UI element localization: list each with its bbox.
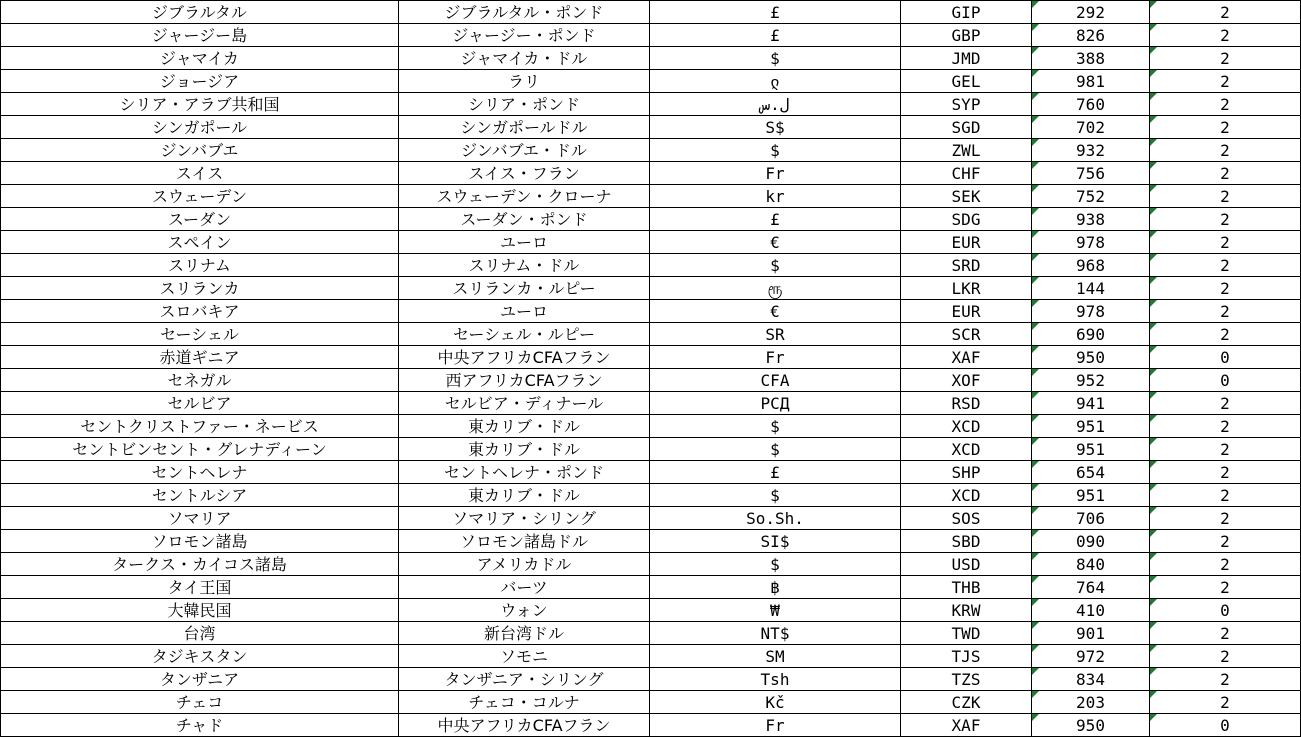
cell-country[interactable]: セントビンセント・グレナディーン xyxy=(1,438,399,461)
cell-currency-name[interactable]: ラリ xyxy=(399,70,650,93)
cell-country[interactable]: チェコ xyxy=(1,691,399,714)
table-row xyxy=(1,484,1301,507)
cell-decimal-places[interactable]: 0 xyxy=(1150,346,1301,369)
cell-decimal-places[interactable]: 2 xyxy=(1150,231,1301,254)
table-row xyxy=(1,231,1301,254)
cell-numeric-code[interactable]: 090 xyxy=(1032,530,1150,553)
table-row xyxy=(1,70,1301,93)
cell-country[interactable]: セントヘレナ xyxy=(1,461,399,484)
cell-decimal-places[interactable]: 2 xyxy=(1150,691,1301,714)
cell-currency-symbol[interactable]: Fr xyxy=(650,714,901,737)
cell-country[interactable]: 赤道ギニア xyxy=(1,346,399,369)
cell-decimal-places[interactable]: 2 xyxy=(1150,93,1301,116)
cell-currency-name[interactable]: 新台湾ドル xyxy=(399,622,650,645)
cell-numeric-code[interactable]: 941 xyxy=(1032,392,1150,415)
cell-currency-name[interactable]: スリランカ・ルピー xyxy=(399,277,650,300)
cell-country[interactable]: ジブラルタル xyxy=(1,1,399,24)
cell-currency-name[interactable]: セルビア・ディナール xyxy=(399,392,650,415)
cell-currency-name[interactable]: バーツ xyxy=(399,576,650,599)
cell-currency-name[interactable]: スウェーデン・クローナ xyxy=(399,185,650,208)
table-row xyxy=(1,599,1301,622)
cell-decimal-places[interactable]: 2 xyxy=(1150,461,1301,484)
cell-country[interactable]: シリア・アラブ共和国 xyxy=(1,93,399,116)
cell-country[interactable]: スロバキア xyxy=(1,300,399,323)
cell-currency-symbol[interactable]: kr xyxy=(650,185,901,208)
cell-decimal-places[interactable]: 2 xyxy=(1150,392,1301,415)
cell-currency-code[interactable]: XOF xyxy=(901,369,1032,392)
cell-country[interactable]: シンガポール xyxy=(1,116,399,139)
cell-numeric-code[interactable]: 826 xyxy=(1032,24,1150,47)
cell-numeric-code[interactable]: 972 xyxy=(1032,645,1150,668)
cell-numeric-code[interactable]: 706 xyxy=(1032,507,1150,530)
table-row xyxy=(1,47,1301,70)
cell-currency-symbol[interactable]: Kč xyxy=(650,691,901,714)
table-row xyxy=(1,622,1301,645)
table-row xyxy=(1,323,1301,346)
cell-currency-name[interactable]: 東カリブ・ドル xyxy=(399,484,650,507)
cell-decimal-places[interactable]: 2 xyxy=(1150,300,1301,323)
cell-currency-code[interactable]: CHF xyxy=(901,162,1032,185)
cell-country[interactable]: タークス・カイコス諸島 xyxy=(1,553,399,576)
cell-numeric-code[interactable]: 203 xyxy=(1032,691,1150,714)
cell-country[interactable]: スーダン xyxy=(1,208,399,231)
cell-currency-symbol[interactable]: $ xyxy=(650,47,901,70)
cell-currency-name[interactable]: ユーロ xyxy=(399,300,650,323)
cell-currency-symbol[interactable]: £ xyxy=(650,24,901,47)
cell-currency-code[interactable]: EUR xyxy=(901,231,1032,254)
cell-currency-code[interactable]: SRD xyxy=(901,254,1032,277)
table-row xyxy=(1,1,1301,24)
cell-currency-name[interactable]: 東カリブ・ドル xyxy=(399,415,650,438)
cell-country[interactable]: ジャージー島 xyxy=(1,24,399,47)
table-row xyxy=(1,208,1301,231)
table-row xyxy=(1,714,1301,737)
cell-currency-code[interactable]: GEL xyxy=(901,70,1032,93)
cell-currency-name[interactable]: ユーロ xyxy=(399,231,650,254)
cell-currency-code[interactable]: SEK xyxy=(901,185,1032,208)
cell-decimal-places[interactable]: 2 xyxy=(1150,277,1301,300)
cell-country[interactable]: ジャマイカ xyxy=(1,47,399,70)
cell-currency-symbol[interactable]: Fr xyxy=(650,346,901,369)
cell-currency-name[interactable]: ソロモン諸島ドル xyxy=(399,530,650,553)
cell-currency-code[interactable]: GBP xyxy=(901,24,1032,47)
table-row xyxy=(1,530,1301,553)
cell-country[interactable]: ソロモン諸島 xyxy=(1,530,399,553)
cell-country[interactable]: ジンバブエ xyxy=(1,139,399,162)
cell-country[interactable]: セントクリストファー・ネービス xyxy=(1,415,399,438)
cell-numeric-code[interactable]: 951 xyxy=(1032,484,1150,507)
cell-currency-symbol[interactable]: Tsh xyxy=(650,668,901,691)
cell-decimal-places[interactable]: 2 xyxy=(1150,553,1301,576)
cell-country[interactable]: チャド xyxy=(1,714,399,737)
cell-currency-name[interactable]: ソマリア・シリング xyxy=(399,507,650,530)
cell-country[interactable]: タジキスタン xyxy=(1,645,399,668)
cell-currency-code[interactable]: SOS xyxy=(901,507,1032,530)
cell-currency-code[interactable]: XCD xyxy=(901,415,1032,438)
cell-decimal-places[interactable]: 0 xyxy=(1150,599,1301,622)
cell-numeric-code[interactable]: 388 xyxy=(1032,47,1150,70)
cell-country[interactable]: ソマリア xyxy=(1,507,399,530)
cell-numeric-code[interactable]: 901 xyxy=(1032,622,1150,645)
cell-currency-symbol[interactable]: NT$ xyxy=(650,622,901,645)
cell-currency-symbol[interactable]: РСД xyxy=(650,392,901,415)
cell-country[interactable]: セルビア xyxy=(1,392,399,415)
table-row xyxy=(1,553,1301,576)
cell-numeric-code[interactable]: 702 xyxy=(1032,116,1150,139)
table-row xyxy=(1,691,1301,714)
cell-numeric-code[interactable]: 764 xyxy=(1032,576,1150,599)
cell-currency-code[interactable]: XCD xyxy=(901,438,1032,461)
cell-currency-symbol[interactable]: SR xyxy=(650,323,901,346)
cell-currency-name[interactable]: ウォン xyxy=(399,599,650,622)
cell-decimal-places[interactable]: 2 xyxy=(1150,162,1301,185)
cell-country[interactable]: タンザニア xyxy=(1,668,399,691)
table-row xyxy=(1,438,1301,461)
cell-decimal-places[interactable]: 2 xyxy=(1150,185,1301,208)
cell-numeric-code[interactable]: 144 xyxy=(1032,277,1150,300)
cell-currency-code[interactable]: XAF xyxy=(901,346,1032,369)
cell-numeric-code[interactable]: 834 xyxy=(1032,668,1150,691)
cell-numeric-code[interactable]: 932 xyxy=(1032,139,1150,162)
sheet-body xyxy=(1,1,1301,737)
cell-currency-name[interactable]: セントヘレナ・ポンド xyxy=(399,461,650,484)
cell-currency-symbol[interactable]: € xyxy=(650,300,901,323)
cell-currency-code[interactable]: XCD xyxy=(901,484,1032,507)
cell-currency-code[interactable]: TJS xyxy=(901,645,1032,668)
table-row xyxy=(1,277,1301,300)
cell-numeric-code[interactable]: 760 xyxy=(1032,93,1150,116)
cell-currency-code[interactable]: USD xyxy=(901,553,1032,576)
cell-currency-name[interactable]: 中央アフリカCFAフラン xyxy=(399,714,650,737)
cell-country[interactable]: セントルシア xyxy=(1,484,399,507)
cell-decimal-places[interactable]: 2 xyxy=(1150,139,1301,162)
cell-currency-name[interactable]: 中央アフリカCFAフラン xyxy=(399,346,650,369)
table-row xyxy=(1,254,1301,277)
table-row xyxy=(1,369,1301,392)
cell-numeric-code[interactable]: 938 xyxy=(1032,208,1150,231)
cell-currency-code[interactable]: THB xyxy=(901,576,1032,599)
cell-currency-name[interactable]: チェコ・コルナ xyxy=(399,691,650,714)
cell-currency-name[interactable]: 東カリブ・ドル xyxy=(399,438,650,461)
cell-country[interactable]: スリランカ xyxy=(1,277,399,300)
cell-currency-symbol[interactable]: £ xyxy=(650,208,901,231)
cell-currency-symbol[interactable]: $ xyxy=(650,415,901,438)
cell-currency-symbol[interactable]: SI$ xyxy=(650,530,901,553)
cell-country[interactable]: スペイン xyxy=(1,231,399,254)
cell-currency-name[interactable]: タンザニア・シリング xyxy=(399,668,650,691)
table-row xyxy=(1,392,1301,415)
cell-currency-code[interactable]: SYP xyxy=(901,93,1032,116)
cell-currency-name[interactable]: セーシェル・ルピー xyxy=(399,323,650,346)
table-row xyxy=(1,645,1301,668)
cell-numeric-code[interactable]: 410 xyxy=(1032,599,1150,622)
cell-currency-symbol[interactable]: $ xyxy=(650,254,901,277)
cell-numeric-code[interactable]: 756 xyxy=(1032,162,1150,185)
cell-currency-symbol[interactable]: SM xyxy=(650,645,901,668)
table-row xyxy=(1,346,1301,369)
cell-numeric-code[interactable]: 951 xyxy=(1032,438,1150,461)
cell-numeric-code[interactable]: 840 xyxy=(1032,553,1150,576)
cell-currency-name[interactable]: シリア・ポンド xyxy=(399,93,650,116)
cell-decimal-places[interactable]: 2 xyxy=(1150,47,1301,70)
cell-numeric-code[interactable]: 978 xyxy=(1032,300,1150,323)
cell-country[interactable]: スイス xyxy=(1,162,399,185)
cell-decimal-places[interactable]: 2 xyxy=(1150,507,1301,530)
cell-currency-symbol[interactable]: ₩ xyxy=(650,599,901,622)
cell-decimal-places[interactable]: 2 xyxy=(1150,438,1301,461)
cell-currency-symbol[interactable]: CFA xyxy=(650,369,901,392)
cell-country[interactable]: 大韓民国 xyxy=(1,599,399,622)
cell-decimal-places[interactable]: 2 xyxy=(1150,70,1301,93)
table-row xyxy=(1,116,1301,139)
cell-currency-symbol[interactable]: € xyxy=(650,231,901,254)
cell-numeric-code[interactable]: 654 xyxy=(1032,461,1150,484)
cell-currency-code[interactable]: SGD xyxy=(901,116,1032,139)
cell-numeric-code[interactable]: 952 xyxy=(1032,369,1150,392)
cell-currency-name[interactable]: シンガポールドル xyxy=(399,116,650,139)
cell-numeric-code[interactable]: 950 xyxy=(1032,346,1150,369)
table-row xyxy=(1,162,1301,185)
cell-currency-symbol[interactable]: $ xyxy=(650,484,901,507)
cell-country[interactable]: ジョージア xyxy=(1,70,399,93)
cell-decimal-places[interactable]: 2 xyxy=(1150,484,1301,507)
table-row xyxy=(1,576,1301,599)
cell-country[interactable]: 台湾 xyxy=(1,622,399,645)
cell-country[interactable]: タイ王国 xyxy=(1,576,399,599)
cell-decimal-places[interactable]: 2 xyxy=(1150,622,1301,645)
cell-currency-symbol[interactable]: So.Sh. xyxy=(650,507,901,530)
cell-decimal-places[interactable]: 0 xyxy=(1150,714,1301,737)
cell-currency-symbol[interactable]: $ xyxy=(650,139,901,162)
cell-currency-code[interactable]: RSD xyxy=(901,392,1032,415)
cell-decimal-places[interactable]: 2 xyxy=(1150,668,1301,691)
cell-currency-code[interactable]: XAF xyxy=(901,714,1032,737)
cell-currency-code[interactable]: SDG xyxy=(901,208,1032,231)
table-row xyxy=(1,507,1301,530)
cell-decimal-places[interactable]: 0 xyxy=(1150,369,1301,392)
cell-currency-name[interactable]: アメリカドル xyxy=(399,553,650,576)
cell-currency-code[interactable]: ZWL xyxy=(901,139,1032,162)
cell-currency-name[interactable]: ジャマイカ・ドル xyxy=(399,47,650,70)
cell-country[interactable]: セネガル xyxy=(1,369,399,392)
cell-currency-symbol[interactable]: Fr xyxy=(650,162,901,185)
cell-decimal-places[interactable]: 2 xyxy=(1150,24,1301,47)
table-row xyxy=(1,300,1301,323)
cell-numeric-code[interactable]: 752 xyxy=(1032,185,1150,208)
cell-currency-name[interactable]: ジブラルタル・ポンド xyxy=(399,1,650,24)
cell-currency-symbol[interactable]: S$ xyxy=(650,116,901,139)
cell-numeric-code[interactable]: 690 xyxy=(1032,323,1150,346)
cell-currency-name[interactable]: スーダン・ポンド xyxy=(399,208,650,231)
cell-numeric-code[interactable]: 292 xyxy=(1032,1,1150,24)
cell-currency-name[interactable]: ジンバブエ・ドル xyxy=(399,139,650,162)
cell-decimal-places[interactable]: 2 xyxy=(1150,530,1301,553)
table-row xyxy=(1,415,1301,438)
cell-currency-name[interactable]: スイス・フラン xyxy=(399,162,650,185)
table-row xyxy=(1,461,1301,484)
cell-currency-code[interactable]: EUR xyxy=(901,300,1032,323)
cell-currency-code[interactable]: SCR xyxy=(901,323,1032,346)
cell-country[interactable]: スリナム xyxy=(1,254,399,277)
table-row xyxy=(1,668,1301,691)
table-row xyxy=(1,185,1301,208)
cell-currency-code[interactable]: SBD xyxy=(901,530,1032,553)
cell-numeric-code[interactable]: 951 xyxy=(1032,415,1150,438)
cell-decimal-places[interactable]: 2 xyxy=(1150,254,1301,277)
cell-decimal-places[interactable]: 2 xyxy=(1150,208,1301,231)
cell-country[interactable]: セーシェル xyxy=(1,323,399,346)
cell-currency-symbol[interactable]: £ xyxy=(650,461,901,484)
cell-currency-symbol[interactable]: ل.س xyxy=(650,93,901,116)
cell-currency-name[interactable]: スリナム・ドル xyxy=(399,254,650,277)
cell-currency-code[interactable]: KRW xyxy=(901,599,1032,622)
cell-currency-name[interactable]: ジャージー・ポンド xyxy=(399,24,650,47)
cell-country[interactable]: スウェーデン xyxy=(1,185,399,208)
cell-currency-symbol[interactable]: £ xyxy=(650,1,901,24)
cell-decimal-places[interactable]: 2 xyxy=(1150,576,1301,599)
cell-currency-name[interactable]: 西アフリカCFAフラン xyxy=(399,369,650,392)
table-row xyxy=(1,24,1301,47)
cell-numeric-code[interactable]: 950 xyxy=(1032,714,1150,737)
cell-currency-code[interactable]: GIP xyxy=(901,1,1032,24)
table-row xyxy=(1,139,1301,162)
cell-currency-symbol[interactable]: $ xyxy=(650,438,901,461)
cell-decimal-places[interactable]: 2 xyxy=(1150,645,1301,668)
cell-decimal-places[interactable]: 2 xyxy=(1150,1,1301,24)
cell-decimal-places[interactable]: 2 xyxy=(1150,323,1301,346)
cell-numeric-code[interactable]: 968 xyxy=(1032,254,1150,277)
cell-decimal-places[interactable]: 2 xyxy=(1150,116,1301,139)
cell-currency-code[interactable]: TZS xyxy=(901,668,1032,691)
cell-decimal-places[interactable]: 2 xyxy=(1150,415,1301,438)
cell-currency-code[interactable]: CZK xyxy=(901,691,1032,714)
cell-numeric-code[interactable]: 978 xyxy=(1032,231,1150,254)
table-row xyxy=(1,93,1301,116)
cell-numeric-code[interactable]: 981 xyxy=(1032,70,1150,93)
cell-currency-symbol[interactable]: ரூ xyxy=(650,277,901,300)
cell-currency-symbol[interactable]: ฿ xyxy=(650,576,901,599)
cell-currency-code[interactable]: TWD xyxy=(901,622,1032,645)
cell-currency-symbol[interactable]: $ xyxy=(650,553,901,576)
cell-currency-code[interactable]: JMD xyxy=(901,47,1032,70)
cell-currency-name[interactable]: ソモニ xyxy=(399,645,650,668)
cell-currency-code[interactable]: LKR xyxy=(901,277,1032,300)
cell-currency-code[interactable]: SHP xyxy=(901,461,1032,484)
cell-currency-symbol[interactable]: ლ xyxy=(650,70,901,93)
